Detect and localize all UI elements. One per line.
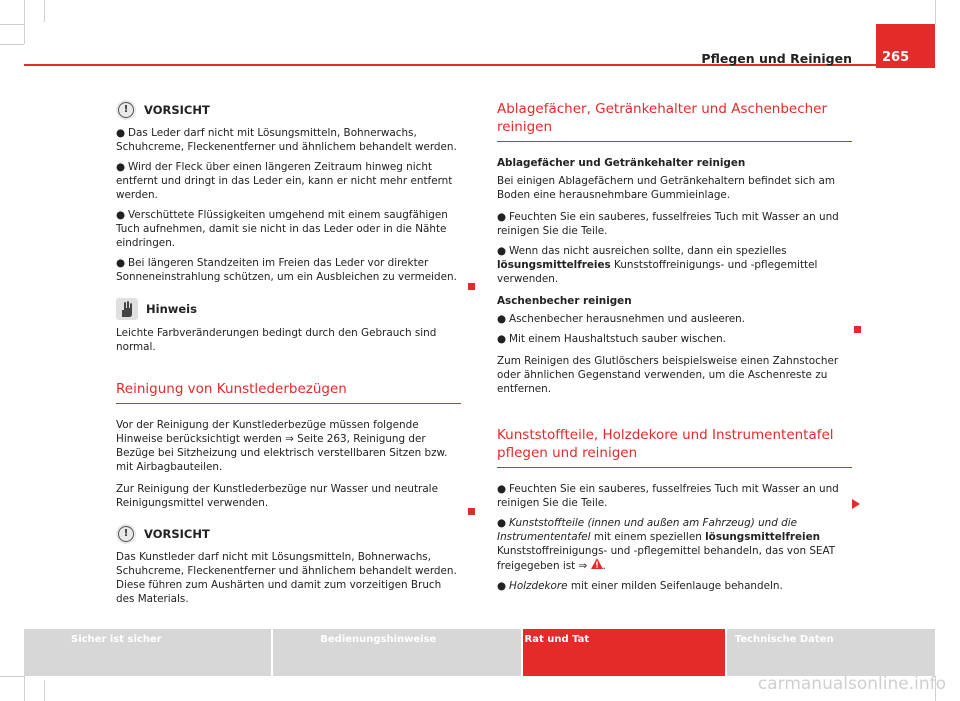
crop-mark	[0, 676, 24, 677]
page-title: Pflegen und Reinigen	[701, 51, 852, 66]
list-item: ● Aschenbecher herausnehmen und ausleeren.	[497, 313, 746, 325]
note-title: Hinweis	[146, 302, 197, 316]
paragraph: Bei einigen Ablagefächern und Getränkehaltern befindet sich am Boden eine herausnehmbare Gummieinlage.	[497, 175, 835, 201]
caution-icon: !	[116, 524, 136, 544]
crop-mark	[44, 680, 45, 701]
list-item: ● Mit einem Haushaltstuch sauber wischen.	[497, 333, 726, 345]
note-box	[116, 298, 461, 320]
right-column	[497, 100, 852, 599]
caution-text: Das Kunstleder darf nicht mit Lösungsmitteln, Bohnerwachs, Schuhcreme, Fleckenentferner und ähnlichem behandelt werden. Diese führen zum Aushärten und damit zum vorzeitigen Bruch des Materials.	[116, 551, 457, 605]
warning-triangle-icon[interactable]	[591, 558, 603, 569]
list-item: ● Feuchten Sie ein sauberes, fusselfreies Tuch mit Wasser an und reinigen Sie die Teile.	[497, 211, 839, 237]
footer-tabs	[24, 629, 935, 676]
section-title: Kunststoffteile, Holzdekore und Instrumententafel pflegen und reinigen	[497, 426, 852, 468]
caution-box-1	[116, 100, 461, 120]
continue-arrow-icon	[852, 499, 860, 509]
caution-box-2	[116, 524, 461, 544]
crop-mark	[0, 24, 24, 25]
list-item: ● Bei längeren Standzeiten im Freien das Leder vor direkter Sonneneinstrahlung schützen, um ein Ausbleichen zu vermeiden.	[116, 257, 457, 283]
crop-mark	[44, 0, 45, 22]
note-hand-icon	[116, 298, 138, 320]
tab-technische-daten[interactable]: Technische Daten	[727, 629, 935, 676]
tab-rat-und-tat[interactable]: Rat und Tat	[523, 629, 725, 676]
paragraph: Zur Reinigung der Kunstlederbezüge nur Wasser und neutrale Reinigungsmittel verwenden.	[116, 483, 438, 509]
section-end-marker	[468, 283, 475, 290]
paragraph: Vor der Reinigung der Kunstlederbezüge müssen folgende Hinweise berücksichtigt werden ⇒ Seite 263, Reinigung der Bezüge bei Sitzheizung und elektrisch verstellbaren Sitzen bzw. mit Airbagbauteilen.	[116, 419, 448, 473]
tab-bedienungshinweise[interactable]: Bedienungshinweise	[273, 629, 520, 676]
subheading: Ablagefächer und Getränkehalter reinigen	[497, 157, 746, 169]
list-item: ● Wenn das nicht ausreichen sollte, dann ein spezielles lösungsmittelfreies Kunststoffreinigungs- und -pflegemittel verwenden.	[497, 245, 818, 285]
note-text: Leichte Farbveränderungen bedingt durch den Gebrauch sind normal.	[116, 327, 437, 353]
list-item: ● Verschüttete Flüssigkeiten umgehend mit einem saugfähigen Tuch aufnehmen, damit sie nicht in das Leder oder in die Nähte eindringen.	[116, 209, 448, 249]
paragraph: Zum Reinigen des Glutlöschers beispielsweise einen Zahnstocher oder ähnlichen Gegenstand verwenden, um die Aschenreste zu entfernen.	[497, 355, 839, 395]
caution-title: VORSICHT	[144, 103, 210, 117]
tab-sicher-ist-sicher[interactable]: Sicher ist sicher	[24, 629, 271, 676]
crop-mark	[0, 44, 24, 45]
section-title: Ablagefächer, Getränkehalter und Aschenbecher reinigen	[497, 100, 852, 142]
section-end-marker	[854, 326, 861, 333]
crop-mark	[935, 0, 936, 24]
left-column	[116, 100, 461, 614]
caution-icon: !	[116, 100, 136, 120]
list-item: ● Kunststoffteile (innen und außen am Fahrzeug) und die Instrumententafel mit einem speziellen lösungsmittelfreien Kunststoffreinigungs- und -pflegemittel behandeln, das von SEAT freigegeben ist ⇒ .	[497, 517, 836, 572]
crop-mark	[24, 676, 25, 701]
list-item: ● Holzdekore mit einer milden Seifenlauge behandeln.	[497, 580, 783, 592]
list-item: ● Wird der Fleck über einen längeren Zeitraum hinweg nicht entfernt und dringt in das Leder ein, kann er nicht mehr entfernt werden.	[116, 161, 453, 201]
section-title: Reinigung von Kunstlederbezügen	[116, 380, 461, 404]
subheading: Aschenbecher reinigen	[497, 295, 632, 307]
section-end-marker	[468, 508, 475, 515]
caution-title: VORSICHT	[144, 527, 210, 541]
watermark: carmanualsonline.info	[757, 674, 946, 694]
list-item: ● Feuchten Sie ein sauberes, fusselfreies Tuch mit Wasser an und reinigen Sie die Teile.	[497, 483, 839, 509]
list-item: ● Das Leder darf nicht mit Lösungsmitteln, Bohnerwachs, Schuhcreme, Fleckenentferner und ähnlichem behandelt werden.	[116, 127, 457, 153]
crop-mark	[24, 0, 25, 44]
page-number: 265	[876, 24, 935, 68]
